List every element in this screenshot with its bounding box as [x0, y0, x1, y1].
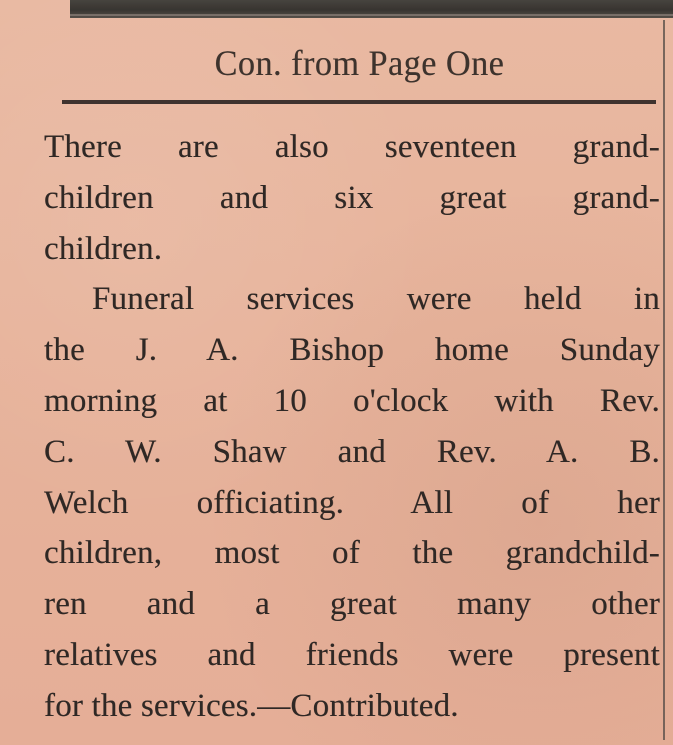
article-line: children and six great grand-	[44, 179, 660, 216]
article-line: C. W. Shaw and Rev. A. B.	[44, 433, 660, 470]
top-border-band	[70, 0, 673, 18]
article-line: for the services.—Contributed.	[44, 687, 459, 724]
article-line: the J. A. Bishop home Sunday	[44, 332, 660, 369]
article-body	[44, 122, 660, 732]
heading-container	[62, 44, 656, 84]
article-line: Welch officiating. All of her	[44, 484, 660, 521]
paragraph-2	[44, 274, 660, 731]
article-line: There are also seventeen grand-	[44, 129, 660, 165]
article-line: children.	[44, 230, 163, 267]
article-line: ren and a great many other	[44, 586, 660, 623]
article-line: morning at 10 o'clock with Rev.	[44, 382, 660, 419]
article-line: children, most of the grandchild-	[44, 535, 660, 572]
paragraph-1	[44, 122, 660, 274]
page-heading: Con. from Page One	[214, 43, 504, 83]
heading-underline-rule	[62, 100, 656, 104]
right-column-rule	[663, 20, 665, 740]
article-line: Funeral services were held in	[92, 281, 660, 318]
article-line: relatives and friends were present	[44, 636, 660, 673]
